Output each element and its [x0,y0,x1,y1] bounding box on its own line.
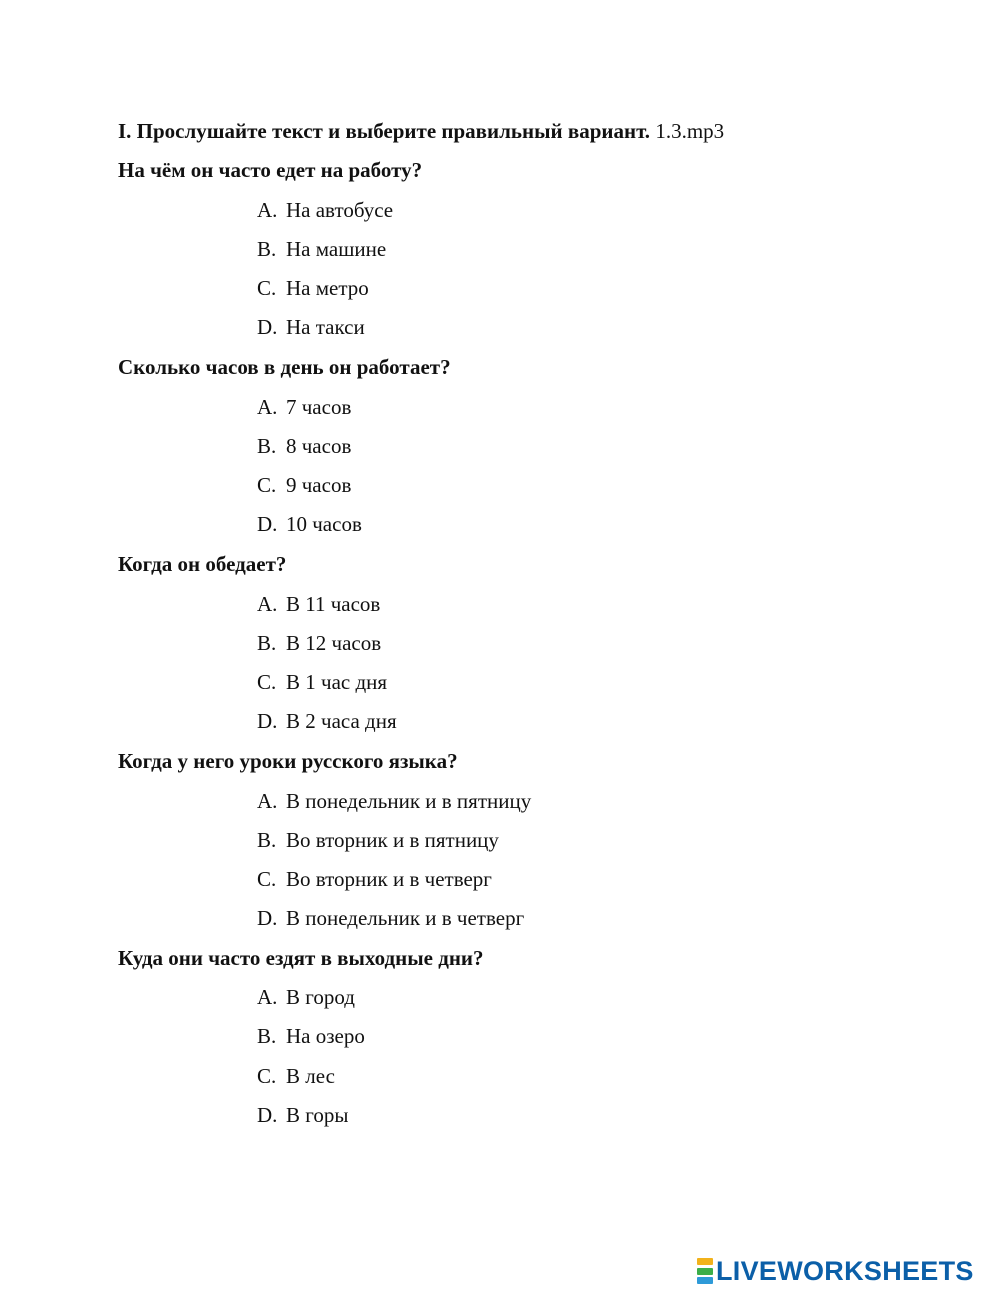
q2-option-d[interactable] [257,510,362,538]
option-text: В 1 час дня [286,670,388,694]
q4-option-d[interactable] [257,904,524,932]
question-3: Когда он обедает? [118,552,287,576]
q5-option-a[interactable] [257,983,355,1011]
q1-option-c[interactable] [257,274,369,302]
option-letter: A. [257,198,278,222]
option-letter: D. [257,1103,278,1127]
option-letter: B. [257,1024,277,1048]
option-letter: D. [257,512,278,536]
q1-option-d[interactable] [257,313,365,341]
q3-option-d[interactable] [257,707,397,735]
question-2: Сколько часов в день он работает? [118,355,451,379]
option-letter: B. [257,631,277,655]
option-text: На метро [286,276,369,300]
option-letter: D. [257,906,278,930]
option-text: В 12 часов [286,631,382,655]
option-text: В 11 часов [286,592,381,616]
q2-option-c[interactable] [257,471,351,499]
instruction-line [118,117,724,145]
instruction-text: I. Прослушайте текст и выберите правильный вариант. [118,119,651,143]
option-letter: C. [257,276,277,300]
option-text: В понедельник и в четверг [286,906,525,930]
option-letter: B. [257,237,277,261]
logo-block-l [697,1258,713,1265]
option-text: В город [286,985,355,1009]
option-letter: D. [257,709,278,733]
option-letter: C. [257,670,277,694]
q5-option-b[interactable] [257,1022,365,1050]
q3-option-b[interactable] [257,629,381,657]
option-letter: C. [257,867,277,891]
q3-option-c[interactable] [257,668,387,696]
option-letter: A. [257,985,278,1009]
option-text: 9 часов [286,473,352,497]
q5-option-d[interactable] [257,1101,348,1129]
option-letter: A. [257,592,278,616]
q1-option-a[interactable] [257,196,393,224]
logo-block-e [697,1277,713,1284]
option-letter: B. [257,434,277,458]
option-text: Во вторник и в четверг [286,867,492,891]
audio-file-link[interactable]: 1.3.mp3 [655,119,725,143]
option-text: На такси [286,315,365,339]
option-text: 7 часов [286,395,352,419]
option-text: В понедельник и в пятницу [286,789,532,813]
liveworksheets-logo [697,1256,974,1286]
option-text: В горы [286,1103,349,1127]
option-letter: A. [257,395,278,419]
option-letter: D. [257,315,278,339]
question-4: Когда у него уроки русского языка? [118,749,458,773]
option-letter: C. [257,1064,277,1088]
q1-option-b[interactable] [257,235,386,263]
option-text: В лес [286,1064,335,1088]
question-1: На чём он часто едет на работу? [118,158,423,182]
option-text: На машине [286,237,387,261]
q2-option-b[interactable] [257,432,351,460]
option-text: В 2 часа дня [286,709,397,733]
logo-block-v [697,1268,713,1275]
question-5: Куда они часто ездят в выходные дни? [118,946,484,970]
q4-option-b[interactable] [257,826,499,854]
option-text: 8 часов [286,434,352,458]
option-text: На озеро [286,1024,365,1048]
option-letter: C. [257,473,277,497]
q3-option-a[interactable] [257,590,380,618]
liveworksheets-mark-icon [697,1258,713,1284]
option-letter: B. [257,828,277,852]
q4-option-a[interactable] [257,787,531,815]
option-letter: A. [257,789,278,813]
option-text: Во вторник и в пятницу [286,828,499,852]
option-text: 10 часов [286,512,362,536]
q2-option-a[interactable] [257,393,351,421]
q5-option-c[interactable] [257,1062,335,1090]
q4-option-c[interactable] [257,865,492,893]
logo-text: LIVEWORKSHEETS [716,1255,974,1286]
option-text: На автобусе [286,198,394,222]
